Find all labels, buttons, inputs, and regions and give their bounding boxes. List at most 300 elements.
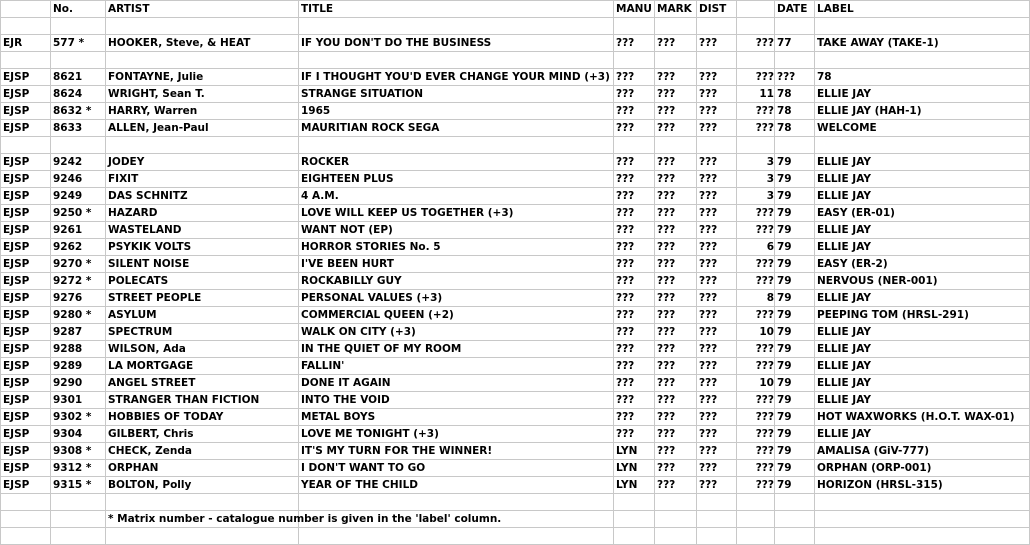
artist-cell[interactable]: WRIGHT, Sean T. [106,86,299,103]
prefix-cell[interactable]: EJSP [1,188,51,205]
dist-cell[interactable]: ??? [697,35,737,52]
header-label-cell[interactable]: LABEL [815,1,1030,18]
dist-cell[interactable]: ??? [697,341,737,358]
dist-cell[interactable] [697,494,737,511]
qty-cell[interactable]: 10 [737,324,775,341]
title-cell[interactable]: 4 A.M. [299,188,614,205]
title-cell[interactable]: PERSONAL VALUES (+3) [299,290,614,307]
date-cell[interactable] [775,494,815,511]
label-cell[interactable]: TAKE AWAY (TAKE-1) [815,35,1030,52]
number-cell[interactable]: 577 * [51,35,106,52]
label-cell[interactable]: WELCOME [815,120,1030,137]
prefix-cell[interactable]: EJSP [1,256,51,273]
mark-cell[interactable]: ??? [655,477,697,494]
dist-cell[interactable]: ??? [697,188,737,205]
mark-cell[interactable]: ??? [655,341,697,358]
qty-cell[interactable]: 6 [737,239,775,256]
title-cell[interactable]: EIGHTEEN PLUS [299,171,614,188]
date-cell[interactable]: 79 [775,460,815,477]
prefix-cell[interactable]: EJSP [1,171,51,188]
title-cell[interactable] [299,52,614,69]
mark-cell[interactable] [655,52,697,69]
label-cell[interactable]: ELLIE JAY [815,222,1030,239]
prefix-cell[interactable]: EJSP [1,239,51,256]
artist-cell[interactable]: WILSON, Ada [106,341,299,358]
title-cell[interactable]: INTO THE VOID [299,392,614,409]
label-cell[interactable]: ELLIE JAY [815,341,1030,358]
label-cell[interactable]: NERVOUS (NER-001) [815,273,1030,290]
qty-cell[interactable]: ??? [737,477,775,494]
prefix-cell[interactable]: EJSP [1,324,51,341]
prefix-cell[interactable]: EJSP [1,120,51,137]
artist-cell[interactable]: JODEY [106,154,299,171]
date-cell[interactable]: 79 [775,239,815,256]
label-cell[interactable]: ELLIE JAY [815,154,1030,171]
artist-cell[interactable]: SILENT NOISE [106,256,299,273]
prefix-cell[interactable] [1,18,51,35]
dist-cell[interactable]: ??? [697,273,737,290]
date-cell[interactable]: 79 [775,205,815,222]
label-cell[interactable]: ELLIE JAY [815,392,1030,409]
number-cell[interactable]: 9280 * [51,307,106,324]
label-cell[interactable]: ELLIE JAY [815,375,1030,392]
qty-cell[interactable]: ??? [737,358,775,375]
label-cell[interactable]: ELLIE JAY (HAH-1) [815,103,1030,120]
prefix-cell[interactable]: EJSP [1,443,51,460]
dist-cell[interactable]: ??? [697,409,737,426]
mark-cell[interactable]: ??? [655,154,697,171]
date-cell[interactable]: 78 [775,120,815,137]
sheet-cell[interactable] [775,528,815,545]
title-cell[interactable]: WALK ON CITY (+3) [299,324,614,341]
label-cell[interactable]: 78 [815,69,1030,86]
date-cell[interactable]: 79 [775,188,815,205]
header-mark-cell[interactable]: MARK [655,1,697,18]
number-cell[interactable]: 9312 * [51,460,106,477]
dist-cell[interactable]: ??? [697,443,737,460]
prefix-cell[interactable]: EJSP [1,375,51,392]
sheet-cell[interactable] [51,528,106,545]
sheet-cell[interactable] [106,528,299,545]
number-cell[interactable]: 9270 * [51,256,106,273]
prefix-cell[interactable]: EJSP [1,426,51,443]
prefix-cell[interactable]: EJSP [1,307,51,324]
date-cell[interactable]: 79 [775,358,815,375]
label-cell[interactable] [815,18,1030,35]
qty-cell[interactable]: ??? [737,273,775,290]
artist-cell[interactable]: STRANGER THAN FICTION [106,392,299,409]
artist-cell[interactable]: GILBERT, Chris [106,426,299,443]
date-cell[interactable]: 78 [775,86,815,103]
title-cell[interactable]: STRANGE SITUATION [299,86,614,103]
manu-cell[interactable]: ??? [614,69,655,86]
prefix-cell[interactable]: EJSP [1,341,51,358]
sheet-cell[interactable] [51,511,106,528]
qty-cell[interactable]: ??? [737,103,775,120]
mark-cell[interactable]: ??? [655,222,697,239]
artist-cell[interactable]: SPECTRUM [106,324,299,341]
artist-cell[interactable]: ORPHAN [106,460,299,477]
sheet-cell[interactable] [697,511,737,528]
prefix-cell[interactable]: EJR [1,35,51,52]
label-cell[interactable]: HOT WAXWORKS (H.O.T. WAX-01) [815,409,1030,426]
header-number-cell[interactable]: No. [51,1,106,18]
manu-cell[interactable]: ??? [614,103,655,120]
manu-cell[interactable] [614,52,655,69]
sheet-cell[interactable] [655,511,697,528]
artist-cell[interactable]: HARRY, Warren [106,103,299,120]
dist-cell[interactable]: ??? [697,460,737,477]
title-cell[interactable]: YEAR OF THE CHILD [299,477,614,494]
mark-cell[interactable]: ??? [655,205,697,222]
qty-cell[interactable] [737,52,775,69]
mark-cell[interactable]: ??? [655,69,697,86]
manu-cell[interactable]: ??? [614,358,655,375]
date-cell[interactable]: 79 [775,154,815,171]
manu-cell[interactable] [614,18,655,35]
manu-cell[interactable]: ??? [614,273,655,290]
artist-cell[interactable]: PSYKIK VOLTS [106,239,299,256]
prefix-cell[interactable]: EJSP [1,273,51,290]
mark-cell[interactable]: ??? [655,307,697,324]
prefix-cell[interactable]: EJSP [1,477,51,494]
number-cell[interactable]: 9250 * [51,205,106,222]
title-cell[interactable]: DONE IT AGAIN [299,375,614,392]
number-cell[interactable]: 9288 [51,341,106,358]
date-cell[interactable]: 79 [775,324,815,341]
qty-cell[interactable]: ??? [737,392,775,409]
artist-cell[interactable] [106,52,299,69]
dist-cell[interactable] [697,52,737,69]
qty-cell[interactable]: ??? [737,120,775,137]
date-cell[interactable]: 79 [775,426,815,443]
mark-cell[interactable] [655,18,697,35]
dist-cell[interactable]: ??? [697,154,737,171]
qty-cell[interactable]: ??? [737,222,775,239]
sheet-cell[interactable] [1,528,51,545]
prefix-cell[interactable] [1,52,51,69]
manu-cell[interactable]: ??? [614,341,655,358]
title-cell[interactable] [299,137,614,154]
qty-cell[interactable]: ??? [737,460,775,477]
qty-cell[interactable]: 3 [737,154,775,171]
number-cell[interactable]: 8633 [51,120,106,137]
date-cell[interactable]: 79 [775,341,815,358]
label-cell[interactable] [815,494,1030,511]
artist-cell[interactable]: WASTELAND [106,222,299,239]
mark-cell[interactable]: ??? [655,409,697,426]
qty-cell[interactable]: ??? [737,35,775,52]
artist-cell[interactable]: ANGEL STREET [106,375,299,392]
number-cell[interactable]: 9287 [51,324,106,341]
number-cell[interactable]: 9290 [51,375,106,392]
mark-cell[interactable]: ??? [655,460,697,477]
qty-cell[interactable]: ??? [737,409,775,426]
label-cell[interactable]: ELLIE JAY [815,290,1030,307]
title-cell[interactable] [299,18,614,35]
date-cell[interactable]: 79 [775,222,815,239]
artist-cell[interactable]: DAS SCHNITZ [106,188,299,205]
header-qty-cell[interactable] [737,1,775,18]
manu-cell[interactable]: ??? [614,375,655,392]
dist-cell[interactable]: ??? [697,103,737,120]
manu-cell[interactable]: ??? [614,426,655,443]
prefix-cell[interactable]: EJSP [1,290,51,307]
qty-cell[interactable]: ??? [737,443,775,460]
qty-cell[interactable]: ??? [737,341,775,358]
artist-cell[interactable]: STREET PEOPLE [106,290,299,307]
mark-cell[interactable]: ??? [655,392,697,409]
prefix-cell[interactable]: EJSP [1,222,51,239]
date-cell[interactable] [775,137,815,154]
title-cell[interactable]: IT'S MY TURN FOR THE WINNER! [299,443,614,460]
title-cell[interactable]: IN THE QUIET OF MY ROOM [299,341,614,358]
dist-cell[interactable]: ??? [697,171,737,188]
dist-cell[interactable]: ??? [697,239,737,256]
artist-cell[interactable] [106,18,299,35]
artist-cell[interactable]: HOBBIES OF TODAY [106,409,299,426]
header-title-cell[interactable]: TITLE [299,1,614,18]
dist-cell[interactable] [697,18,737,35]
number-cell[interactable]: 9302 * [51,409,106,426]
qty-cell[interactable]: ??? [737,69,775,86]
number-cell[interactable]: 9304 [51,426,106,443]
manu-cell[interactable]: LYN [614,443,655,460]
title-cell[interactable]: IF I THOUGHT YOU'D EVER CHANGE YOUR MIND (+3) [299,69,614,86]
artist-cell[interactable]: FIXIT [106,171,299,188]
mark-cell[interactable]: ??? [655,443,697,460]
qty-cell[interactable]: ??? [737,307,775,324]
artist-cell[interactable]: POLECATS [106,273,299,290]
date-cell[interactable]: ??? [775,69,815,86]
mark-cell[interactable]: ??? [655,120,697,137]
manu-cell[interactable]: ??? [614,154,655,171]
qty-cell[interactable]: 3 [737,188,775,205]
manu-cell[interactable]: ??? [614,324,655,341]
dist-cell[interactable]: ??? [697,120,737,137]
qty-cell[interactable]: 10 [737,375,775,392]
number-cell[interactable]: 9262 [51,239,106,256]
date-cell[interactable]: 79 [775,392,815,409]
prefix-cell[interactable]: EJSP [1,154,51,171]
prefix-cell[interactable]: EJSP [1,358,51,375]
label-cell[interactable]: EASY (ER-01) [815,205,1030,222]
dist-cell[interactable]: ??? [697,86,737,103]
label-cell[interactable] [815,137,1030,154]
date-cell[interactable]: 79 [775,443,815,460]
prefix-cell[interactable]: EJSP [1,69,51,86]
date-cell[interactable]: 79 [775,171,815,188]
dist-cell[interactable]: ??? [697,222,737,239]
qty-cell[interactable] [737,494,775,511]
prefix-cell[interactable]: EJSP [1,205,51,222]
header-prefix-cell[interactable] [1,1,51,18]
number-cell[interactable]: 9308 * [51,443,106,460]
title-cell[interactable]: WANT NOT (EP) [299,222,614,239]
dist-cell[interactable] [697,137,737,154]
title-cell[interactable]: ROCKER [299,154,614,171]
number-cell[interactable]: 8621 [51,69,106,86]
dist-cell[interactable]: ??? [697,324,737,341]
qty-cell[interactable] [737,137,775,154]
number-cell[interactable]: 9246 [51,171,106,188]
qty-cell[interactable]: ??? [737,256,775,273]
prefix-cell[interactable]: EJSP [1,409,51,426]
qty-cell[interactable]: ??? [737,205,775,222]
qty-cell[interactable]: 8 [737,290,775,307]
title-cell[interactable]: METAL BOYS [299,409,614,426]
label-cell[interactable]: ELLIE JAY [815,188,1030,205]
manu-cell[interactable]: ??? [614,205,655,222]
sheet-cell[interactable] [299,528,614,545]
number-cell[interactable] [51,52,106,69]
label-cell[interactable]: ELLIE JAY [815,171,1030,188]
qty-cell[interactable]: 3 [737,171,775,188]
artist-cell[interactable] [106,494,299,511]
label-cell[interactable]: ELLIE JAY [815,239,1030,256]
title-cell[interactable]: HORROR STORIES No. 5 [299,239,614,256]
header-artist-cell[interactable]: ARTIST [106,1,299,18]
title-cell[interactable]: COMMERCIAL QUEEN (+2) [299,307,614,324]
dist-cell[interactable]: ??? [697,426,737,443]
date-cell[interactable]: 79 [775,477,815,494]
dist-cell[interactable]: ??? [697,477,737,494]
prefix-cell[interactable]: EJSP [1,103,51,120]
mark-cell[interactable]: ??? [655,426,697,443]
label-cell[interactable]: EASY (ER-2) [815,256,1030,273]
mark-cell[interactable]: ??? [655,375,697,392]
mark-cell[interactable]: ??? [655,358,697,375]
qty-cell[interactable]: ??? [737,426,775,443]
mark-cell[interactable] [655,494,697,511]
title-cell[interactable]: 1965 [299,103,614,120]
artist-cell[interactable]: BOLTON, Polly [106,477,299,494]
mark-cell[interactable]: ??? [655,35,697,52]
mark-cell[interactable]: ??? [655,103,697,120]
artist-cell[interactable] [106,137,299,154]
label-cell[interactable]: ELLIE JAY [815,86,1030,103]
date-cell[interactable]: 79 [775,290,815,307]
dist-cell[interactable]: ??? [697,256,737,273]
title-cell[interactable]: LOVE WILL KEEP US TOGETHER (+3) [299,205,614,222]
manu-cell[interactable]: ??? [614,239,655,256]
title-cell[interactable]: IF YOU DON'T DO THE BUSINESS [299,35,614,52]
number-cell[interactable]: 9272 * [51,273,106,290]
sheet-cell[interactable] [737,528,775,545]
date-cell[interactable]: 79 [775,375,815,392]
manu-cell[interactable]: ??? [614,409,655,426]
qty-cell[interactable] [737,18,775,35]
manu-cell[interactable]: ??? [614,290,655,307]
artist-cell[interactable]: ALLEN, Jean-Paul [106,120,299,137]
date-cell[interactable]: 79 [775,409,815,426]
artist-cell[interactable]: HOOKER, Steve, & HEAT [106,35,299,52]
title-cell[interactable]: FALLIN' [299,358,614,375]
manu-cell[interactable]: LYN [614,460,655,477]
date-cell[interactable]: 79 [775,273,815,290]
dist-cell[interactable]: ??? [697,358,737,375]
prefix-cell[interactable] [1,494,51,511]
manu-cell[interactable] [614,137,655,154]
number-cell[interactable]: 9289 [51,358,106,375]
manu-cell[interactable]: ??? [614,256,655,273]
number-cell[interactable]: 9301 [51,392,106,409]
number-cell[interactable] [51,494,106,511]
artist-cell[interactable]: LA MORTGAGE [106,358,299,375]
sheet-cell[interactable] [614,511,655,528]
sheet-cell[interactable] [655,528,697,545]
header-manu-cell[interactable]: MANU [614,1,655,18]
label-cell[interactable] [815,52,1030,69]
title-cell[interactable] [299,494,614,511]
manu-cell[interactable]: ??? [614,86,655,103]
title-cell[interactable]: MAURITIAN ROCK SEGA [299,120,614,137]
date-cell[interactable]: 77 [775,35,815,52]
number-cell[interactable]: 9242 [51,154,106,171]
date-cell[interactable]: 78 [775,103,815,120]
manu-cell[interactable]: ??? [614,222,655,239]
label-cell[interactable]: HORIZON (HRSL-315) [815,477,1030,494]
artist-cell[interactable]: ASYLUM [106,307,299,324]
manu-cell[interactable]: ??? [614,188,655,205]
header-date-cell[interactable]: DATE [775,1,815,18]
manu-cell[interactable]: ??? [614,35,655,52]
sheet-cell[interactable] [775,511,815,528]
dist-cell[interactable]: ??? [697,205,737,222]
label-cell[interactable]: AMALISA (GiV-777) [815,443,1030,460]
sheet-cell[interactable] [614,528,655,545]
sheet-cell[interactable] [697,528,737,545]
mark-cell[interactable] [655,137,697,154]
number-cell[interactable]: 9315 * [51,477,106,494]
sheet-cell[interactable] [815,511,1030,528]
dist-cell[interactable]: ??? [697,290,737,307]
manu-cell[interactable]: ??? [614,171,655,188]
title-cell[interactable]: I'VE BEEN HURT [299,256,614,273]
qty-cell[interactable]: 11 [737,86,775,103]
mark-cell[interactable]: ??? [655,256,697,273]
number-cell[interactable]: 9249 [51,188,106,205]
manu-cell[interactable] [614,494,655,511]
date-cell[interactable] [775,18,815,35]
mark-cell[interactable]: ??? [655,171,697,188]
number-cell[interactable]: 9261 [51,222,106,239]
label-cell[interactable]: ELLIE JAY [815,358,1030,375]
label-cell[interactable]: ELLIE JAY [815,324,1030,341]
date-cell[interactable]: 79 [775,256,815,273]
header-dist-cell[interactable]: DIST [697,1,737,18]
number-cell[interactable]: 8624 [51,86,106,103]
number-cell[interactable] [51,18,106,35]
date-cell[interactable] [775,52,815,69]
manu-cell[interactable]: ??? [614,392,655,409]
mark-cell[interactable]: ??? [655,188,697,205]
title-cell[interactable]: I DON'T WANT TO GO [299,460,614,477]
sheet-cell[interactable] [1,511,51,528]
prefix-cell[interactable]: EJSP [1,86,51,103]
dist-cell[interactable]: ??? [697,69,737,86]
label-cell[interactable]: ORPHAN (ORP-001) [815,460,1030,477]
prefix-cell[interactable] [1,137,51,154]
mark-cell[interactable]: ??? [655,273,697,290]
dist-cell[interactable]: ??? [697,375,737,392]
mark-cell[interactable]: ??? [655,86,697,103]
footnote-text[interactable]: * Matrix number - catalogue number is given in the 'label' column. [106,511,299,528]
manu-cell[interactable]: ??? [614,307,655,324]
mark-cell[interactable]: ??? [655,239,697,256]
number-cell[interactable]: 8632 * [51,103,106,120]
dist-cell[interactable]: ??? [697,392,737,409]
